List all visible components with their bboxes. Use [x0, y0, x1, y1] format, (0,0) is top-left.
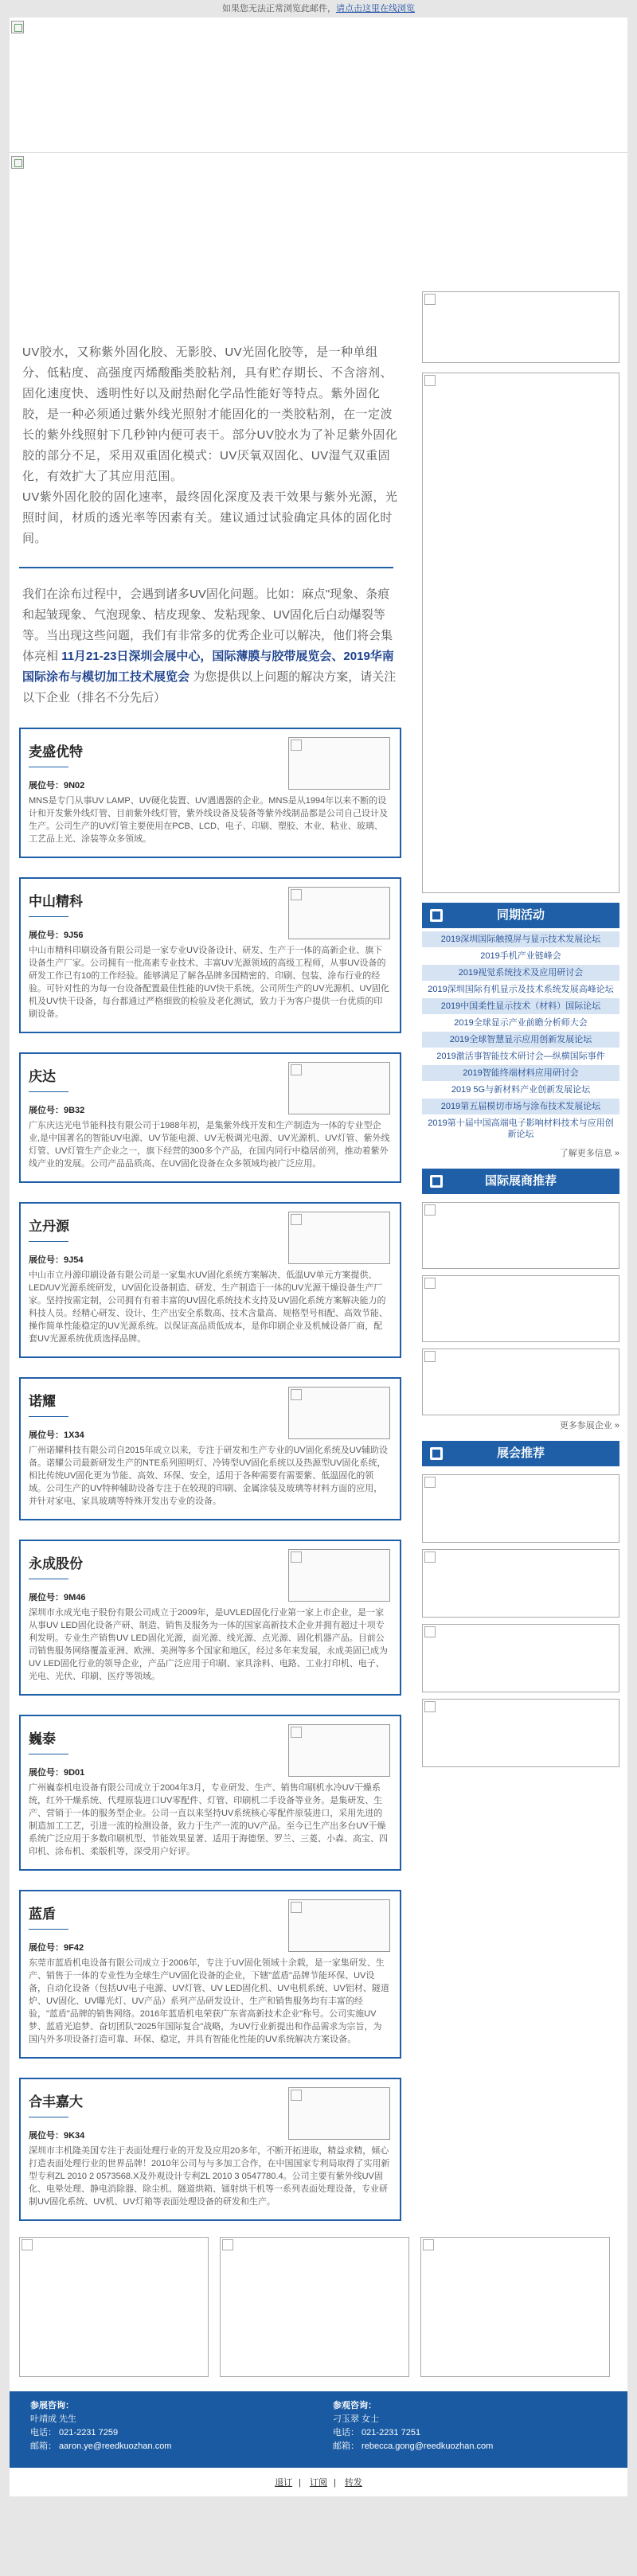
event-item[interactable]: 2019 5G与新材料产业创新发展论坛	[422, 1082, 619, 1099]
event-item[interactable]: 2019全球显示产业前瞻分析师大会	[422, 1015, 619, 1032]
company-logo[interactable]	[288, 1212, 390, 1264]
fair-title: 展会推荐	[496, 1446, 545, 1460]
company-name: 巍泰	[29, 1731, 56, 1747]
bottom-ad-2[interactable]	[220, 2237, 409, 2377]
booth-number: 展位号：9K34	[29, 2131, 85, 2141]
company-logo[interactable]	[288, 737, 390, 790]
visit-contact-tel: 电话： 021-2231 7251	[333, 2428, 421, 2437]
company-name: 合丰嘉大	[29, 2094, 83, 2110]
company-name: 蓝盾	[29, 1907, 56, 1922]
company-card	[19, 1715, 401, 1871]
company-name-underline	[29, 1241, 68, 1242]
company-description: 广东庆达光电节能科技有限公司于1988年初，是集紫外线开发和生产制造为一体的专业型企业,是中国著名的智能UV电源、UV节能电源、UV无极调光电源、UV光源机、UV灯管、紫外线灯管、UV灯管生产企业之一，旗下经营的300多个产品，在国内同行中稳居前列，推动着紫外线产业的发展。公司产品品质高、在UV固化设备在众多领域均被广泛应用。	[29, 1121, 390, 1169]
visit-contact	[333, 2399, 572, 2460]
header-banner	[10, 18, 627, 153]
email-body	[10, 18, 627, 2496]
company-name-underline	[29, 1929, 68, 1930]
intl-more-link[interactable]: 更多参展企业 »	[559, 1421, 619, 1430]
section-divider	[19, 567, 393, 568]
unsubscribe-link[interactable]: 退订	[275, 2478, 293, 2488]
visit-contact-person: 刁玉翠 女士	[333, 2414, 380, 2424]
top-note-text: 如果您无法正常浏览此邮件，	[222, 4, 336, 14]
company-name-underline	[29, 1416, 68, 1417]
event-item[interactable]: 2019深圳国际触摸屏与显示技术发展论坛	[422, 931, 619, 948]
company-description: 东莞市蓝盾机电设备有限公司成立于2006年，专注于UV固化领域十余载，是一家集研发、生产、销售于一体的专业性为全球生产UV固化设备的企业，下辖"蓝盾"品牌节能环保、UV设备，自动化设备（包括UV电子电源、UV灯管、UV LED固化机、UV电机系统、UV铝材、隧道炉、UV固化、UV曝光灯、UV产品）系列产品研发设计、生产和销售服务均有丰富的经验，"蓝盾"品牌的销售网络。2016年蓝盾机电荣获广东省高新技术企业"称号。公司实施UV梦、蓝盾光追梦、奋切团队"2025年国际复合"战略，为UV行业新提出和作品需求为宗旨，为国内外多项设备打造可靠、环保、稳定，并具有智能化性能的UV系统解决方案设备。	[29, 1958, 389, 2044]
company-card	[19, 2078, 401, 2221]
intro-p3-before: 我们在涂布过程中，会遇到诸多UV固化问题。比如：麻点"现象、条痕和起皱现象、气泡现象、桔皮现象、发粘现象、UV固化后白动爆裂等等。当出现这些问题，我们有非常多的优秀企业可以解决，他们将会集体亮相	[22, 587, 393, 663]
intl-exhibitor-ad-3[interactable]	[422, 1348, 619, 1415]
intro-p3-after: 为您提供以上问题的解决方案，请关注以下企业（排名不分先后）	[22, 670, 397, 704]
exhibition-highlight: 11月21-23日深圳会展中心，国际薄膜与胶带展览会、2019华南国际涂布与模切加工技术展览会	[22, 650, 394, 684]
booth-number: 展位号：9F42	[29, 1943, 84, 1953]
company-logo[interactable]	[288, 2087, 390, 2140]
sidebar	[422, 285, 619, 2221]
intl-exhibitor-header	[422, 1169, 619, 1194]
intl-exhibitor-ad-2[interactable]	[422, 1275, 619, 1342]
intl-exhibitor-ad-1[interactable]	[422, 1202, 619, 1269]
company-logo[interactable]	[288, 1724, 390, 1777]
fair-header	[422, 1441, 619, 1466]
company-description: MNS是专门从事UV LAMP、UV硬化装置、UV遇遇器的企业。MNS是从1994年以来不断的设计和开发紫外线灯管、目前紫外线灯管，紫外线设备及装备等紫外线制品都是公司自己设计及生产。公司生产的UV灯管主要使用在PCB、LCD、电子、印刷、塑胶、木业、粘业、玻璃、工艺品上光、涂装等众多领域。	[29, 796, 388, 844]
bottom-ad-row	[10, 2221, 627, 2377]
company-card	[19, 1052, 401, 1183]
event-item[interactable]: 2019手机产业链峰会	[422, 948, 619, 965]
company-description: 广州巍泰机电设备有限公司成立于2004年3月，专业研发、生产、销售印刷机水冷UV干燥系统，红外干燥系统、代理原装进口UV零配件、灯管、印刷机二手设备等业务。是集研发、生产、营销于一体的服务型企业。公司一直以来坚持UV系统核心零配件原装进口，采用先进的制造加工工艺，引进一流的检测设备，致力于生产一流的UV产品。至今已生产出多台UV干燥系统广泛应用于多数印刷机型、节能效果显著、适用于海德堡、罗兰、三菱、小森、高宝、四印机、涂布机、柔版机等，深受用户好评。	[29, 1783, 388, 1856]
footer-links: 退订 | 订阅 | 转发	[10, 2468, 627, 2496]
events-list	[422, 931, 619, 1143]
booth-number: 展位号：9B32	[29, 1106, 85, 1115]
booth-number: 展位号：9D01	[29, 1768, 85, 1778]
intro-text	[19, 342, 401, 549]
company-name: 麦盛优特	[29, 744, 83, 759]
events-header	[422, 903, 619, 928]
event-item[interactable]: 2019智能终端材料应用研讨会	[422, 1065, 619, 1082]
company-card	[19, 1202, 401, 1358]
company-logo[interactable]	[288, 1062, 390, 1114]
broken-image-icon	[11, 21, 24, 33]
broken-image-icon	[11, 156, 24, 169]
booth-number: 展位号：9M46	[29, 1593, 86, 1602]
intl-exhibitor-title: 国际展商推荐	[484, 1174, 557, 1188]
company-description: 深圳市丰机隆美国专注于表面处理行业的开发及应用20多年，不断开拓进取，精益求精，倾心打造表面处理行业的世界品牌！2010年公司与与多加工合作，在中国国家专利局取得了实用新型专利ZL 2010 2 0573568.X及外观设计专利ZL 2010 3 0547780.4。公司主要有紫外线UV固化、电晕处理、静电消除器、除尘机、隧道烘箱、镭射烘干机等一系列表面处理设备，专业研制UV固化系统、UV机、UV灯箱等表面处理设备的研发和生产。	[29, 2146, 390, 2207]
bottom-ad-3[interactable]	[420, 2237, 610, 2377]
company-description: 广州诺耀科技有限公司自2015年成立以来，专注于研发和生产专业的UV固化系统及UV辅助设备。诺耀公司最新研发生产的NTE系列照明灯、冷铸型UV固化系统以及热源型UV固化系统，相比传统UV固化更为节能、高效、环保、安全，适用于各种需要有需要紫、低温固化的领域。公司生产的UV特种辅助设备专注于在较现的印刷、金属涂装及玻璃等材料方面的应用，并针对家电、家具玻璃等特殊开发出专业的设备。	[29, 1446, 389, 1506]
company-name: 诺耀	[29, 1394, 56, 1409]
events-title: 同期活动	[496, 908, 545, 922]
intro-paragraph-2: UV紫外固化胶的固化速率，最终固化深度及表干效果与紫外光源，光照时间，材质的透光率等因素有关。建议通过试验确定具体的固化时间。	[22, 490, 398, 545]
company-name: 庆达	[29, 1069, 56, 1084]
company-logo[interactable]	[288, 1387, 390, 1439]
events-icon	[430, 909, 443, 922]
hero-banner	[10, 153, 627, 285]
company-card	[19, 877, 401, 1033]
event-item[interactable]: 2019第十届中国高端电子影响材料技术与应用创新论坛	[422, 1115, 619, 1143]
company-name: 立丹源	[29, 1219, 69, 1234]
intro-paragraph-3	[19, 584, 401, 708]
exhibit-contact-person: 叶靖成 先生	[30, 2414, 77, 2424]
fair-ad-3[interactable]	[422, 1624, 619, 1692]
company-card	[19, 1890, 401, 2059]
company-description: 中山市立丹源印刷设备有限公司是一家集水UV固化系统方案解决、低温UV单元方案提供、LED/UV光源系统研发，UV固化设备制造、研发、生产制造于一体的UV光源干燥设备生产厂家。坚持按需定制，公司拥有有着丰富的UV固化系统技术支持及UV固化系统方案解决能力的科技人员。经精心研发、设计、生产出安全系数高、技术含量高、规格型号相配、高效节能、操作简单性能稳定的UV光源系统。以保证高品质低成本，是你印刷企业及机械设备厂商，配套UV光源系统优质选择品牌。	[29, 1270, 388, 1344]
top-note	[0, 0, 637, 18]
booth-number: 展位号：1X34	[29, 1430, 84, 1440]
visit-contact-email[interactable]: 邮箱： rebecca.gong@reedkuozhan.com	[333, 2441, 494, 2451]
booth-number: 展位号：9J56	[29, 931, 84, 940]
company-description: 中山市精科印刷设备有限公司是一家专业UV设备设计、研发、生产于一体的高新企业、旗下设备生产厂家。公司拥有一批高素专业技术、丰富UV光源领域的高级工程师，从事UV设备的研发工作已有10的工作经验。能够满足了解各品牌多国精密的、印刷、包装、涂布行业的经验。可针对性的为每一台设备配置最佳性能的UV快干系统。公司所生产的UV光源机、UV固化机及UV快干设备，每台都通过严格细致的检验及老化测试，致力于为客户提供一台优质的印刷设备。	[29, 946, 389, 1019]
event-item[interactable]: 2019中国柔性显示技术（材料）国际论坛	[422, 998, 619, 1015]
fair-ad-2[interactable]	[422, 1549, 619, 1618]
booth-number: 展位号：9N02	[29, 781, 85, 790]
event-item[interactable]: 2019激活事智能技术研讨会—纵横国际事件	[422, 1048, 619, 1065]
company-card	[19, 1540, 401, 1696]
contact-footer	[10, 2391, 627, 2468]
exhibit-contact-email[interactable]: 邮箱： aaron.ye@reedkuozhan.com	[30, 2441, 172, 2451]
event-item[interactable]: 2019深圳国际有机显示及技术系统发展高峰论坛	[422, 982, 619, 998]
company-card	[19, 728, 401, 858]
forward-link[interactable]: 转发	[344, 2478, 362, 2488]
sidebar-ad-1[interactable]	[422, 291, 619, 363]
fair-ad-4[interactable]	[422, 1699, 619, 1767]
company-logo[interactable]	[288, 1899, 390, 1952]
main-column	[19, 285, 401, 2221]
fair-ad-1[interactable]	[422, 1474, 619, 1543]
fair-icon	[430, 1447, 443, 1460]
exhibit-contact-label: 参展咨询：	[30, 2401, 74, 2410]
company-list	[19, 728, 401, 2221]
company-card	[19, 1377, 401, 1520]
intro-paragraph-1: UV胶水，又称紫外固化胶、无影胶、UV光固化胶等，是一种单组分、低粘度、高强度丙烯酸酯类胶粘剂，具有贮存期长、不含溶剂、固化速度快、透明性好以及耐热耐化学品性能好等特点。紫外固化胶，是一种必须通过紫外线光照射才能固化的一类胶粘剂，在一定波长的紫外线照射下几秒钟内便可表干。部分UV胶水为了补足紫外固化胶的部分不足，采用双重固化模式：UV厌氧双固化、UV湿气双重固化，有效扩大了其应用范围。	[22, 345, 398, 483]
events-more-link[interactable]: 了解更多信息 »	[559, 1149, 619, 1158]
exhibit-contact-tel: 电话： 021-2231 7259	[30, 2428, 119, 2437]
company-logo[interactable]	[288, 887, 390, 939]
company-name-underline	[29, 1091, 68, 1092]
company-name: 中山精科	[29, 894, 83, 909]
intl-exhibitor-icon	[430, 1175, 443, 1188]
visit-contact-label: 参观咨询：	[333, 2401, 377, 2410]
company-logo[interactable]	[288, 1549, 390, 1602]
bottom-ad-1[interactable]	[19, 2237, 209, 2377]
subscribe-link[interactable]: 订阅	[310, 2478, 327, 2488]
company-name: 永成股份	[29, 1556, 83, 1571]
exhibit-contact	[30, 2399, 269, 2460]
sidebar-ad-2[interactable]	[422, 373, 619, 893]
company-description: 深圳市永成光电子股份有限公司成立于2009年，是UVLED固化行业第一家上市企业，是一家从事UV LED固化设备产研、制造、销售及服务为一体的国家高新技术企业并拥有超过十项专利发明。专业生产销售UV LED固化光源，面光源、线光源、点光源、固化机器产品。目前公司销售服务网络覆盖亚洲、欧洲、美洲等多个国家和地区，经过多年来发展，永成美固已成为UV LED固化行业的领导企业，产品广泛应用于印刷、家具涂料、电路、工业打印机、电子、光电、光伏、印刷、医疗等领域。	[29, 1608, 388, 1681]
event-item[interactable]: 2019全球智慧显示应用创新发展论坛	[422, 1032, 619, 1048]
event-item[interactable]: 2019视觉系统技术及应用研讨会	[422, 965, 619, 982]
event-item[interactable]: 2019第五届模切市场与涂布技术发展论坛	[422, 1099, 619, 1115]
booth-number: 展位号：9J54	[29, 1255, 84, 1265]
online-view-link[interactable]: 请点击这里在线浏览	[336, 4, 415, 14]
company-name-underline	[29, 916, 68, 917]
